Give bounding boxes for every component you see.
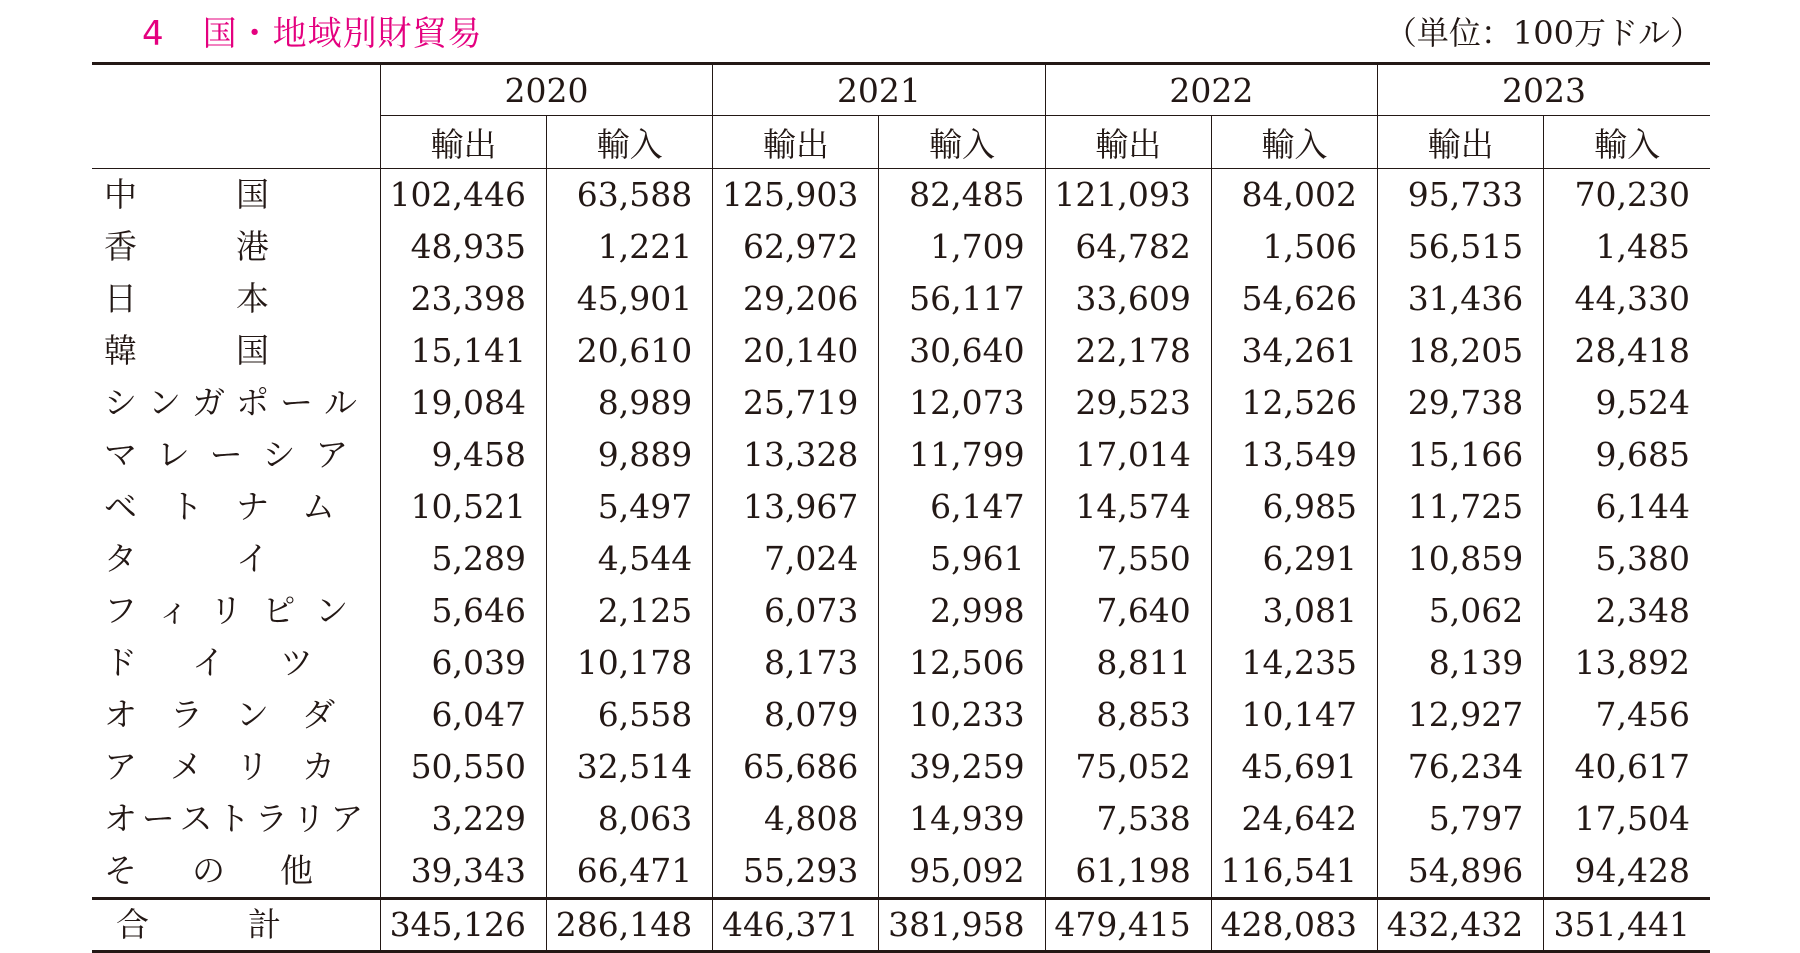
table-cell: 56,515 (1378, 221, 1544, 273)
title-row (92, 0, 1710, 62)
row-label (92, 377, 380, 429)
table-row (92, 845, 1710, 899)
subheader-export: 輸出 (1045, 116, 1211, 169)
table-cell: 11,725 (1378, 481, 1544, 533)
table-cell: 10,521 (380, 481, 546, 533)
table-cell: 9,458 (380, 429, 546, 481)
row-label-text: 中 国 (104, 175, 269, 214)
table-row (92, 273, 1710, 325)
table-cell: 64,782 (1045, 221, 1211, 273)
table-cell: 39,343 (380, 845, 546, 899)
year-header: 2020 (380, 64, 712, 116)
table-cell: 6,144 (1544, 481, 1710, 533)
table-cell: 6,558 (547, 689, 713, 741)
table-cell: 2,125 (547, 585, 713, 637)
table-cell: 5,797 (1378, 793, 1544, 845)
total-row (92, 899, 1710, 952)
table-cell: 432,432 (1378, 899, 1544, 952)
row-label (92, 169, 380, 222)
table-cell: 428,083 (1211, 899, 1377, 952)
table-cell: 7,538 (1045, 793, 1211, 845)
title-number: 4 (142, 14, 165, 54)
table-cell: 3,081 (1211, 585, 1377, 637)
table-cell: 9,889 (547, 429, 713, 481)
table-cell: 13,967 (713, 481, 879, 533)
table-cell: 15,141 (380, 325, 546, 377)
table-cell: 61,198 (1045, 845, 1211, 899)
row-label (92, 899, 380, 952)
table-cell: 6,039 (380, 637, 546, 689)
table-cell: 31,436 (1378, 273, 1544, 325)
table-cell: 7,456 (1544, 689, 1710, 741)
table-row (92, 585, 1710, 637)
table-body (92, 169, 1710, 899)
table-cell: 345,126 (380, 899, 546, 952)
table-cell: 54,896 (1378, 845, 1544, 899)
table-cell: 45,691 (1211, 741, 1377, 793)
row-label-text: ベ ト ナ ム (104, 487, 335, 526)
table-cell: 121,093 (1045, 169, 1211, 222)
table-cell: 5,497 (547, 481, 713, 533)
table-cell: 56,117 (879, 273, 1045, 325)
table-cell: 10,233 (879, 689, 1045, 741)
table-cell: 1,221 (547, 221, 713, 273)
table-cell: 62,972 (713, 221, 879, 273)
table-cell: 4,808 (713, 793, 879, 845)
table-cell: 23,398 (380, 273, 546, 325)
table-cell: 2,348 (1544, 585, 1710, 637)
table-cell: 10,178 (547, 637, 713, 689)
table-cell: 17,504 (1544, 793, 1710, 845)
trade-table (92, 62, 1710, 953)
table-cell: 7,024 (713, 533, 879, 585)
subheader-import: 輸入 (1544, 116, 1710, 169)
table-cell: 446,371 (713, 899, 879, 952)
table-cell: 15,166 (1378, 429, 1544, 481)
row-label-text: 合 計 (116, 905, 281, 944)
title-text: 国・地域別財貿易 (202, 14, 483, 54)
row-label-text: タ イ (104, 539, 269, 578)
table-cell: 44,330 (1544, 273, 1710, 325)
row-label-text: ド イ ツ (104, 643, 313, 682)
table-cell: 39,259 (879, 741, 1045, 793)
table-cell: 75,052 (1045, 741, 1211, 793)
table-cell: 13,549 (1211, 429, 1377, 481)
row-label (92, 273, 380, 325)
row-label (92, 585, 380, 637)
table-cell: 7,550 (1045, 533, 1211, 585)
table-cell: 102,446 (380, 169, 546, 222)
subheader-export: 輸出 (1378, 116, 1544, 169)
page-title (142, 6, 483, 55)
row-label (92, 637, 380, 689)
table-cell: 7,640 (1045, 585, 1211, 637)
table-cell: 29,206 (713, 273, 879, 325)
table-cell: 95,092 (879, 845, 1045, 899)
table-cell: 25,719 (713, 377, 879, 429)
table-cell: 351,441 (1544, 899, 1710, 952)
table-cell: 65,686 (713, 741, 879, 793)
row-label-text: そ の 他 (104, 851, 313, 890)
table-cell: 14,235 (1211, 637, 1377, 689)
row-label (92, 481, 380, 533)
table-row (92, 637, 1710, 689)
table-cell: 14,574 (1045, 481, 1211, 533)
row-label-text: ア メ リ カ (104, 747, 335, 786)
year-header-row (92, 64, 1710, 116)
table-cell: 22,178 (1045, 325, 1211, 377)
table-cell: 20,610 (547, 325, 713, 377)
table-cell: 82,485 (879, 169, 1045, 222)
table-cell: 2,998 (879, 585, 1045, 637)
table-cell: 1,506 (1211, 221, 1377, 273)
table-cell: 29,523 (1045, 377, 1211, 429)
table-cell: 5,289 (380, 533, 546, 585)
table-cell: 6,147 (879, 481, 1045, 533)
table-cell: 34,261 (1211, 325, 1377, 377)
table-cell: 13,328 (713, 429, 879, 481)
table-cell: 14,939 (879, 793, 1045, 845)
table-cell: 8,173 (713, 637, 879, 689)
table-cell: 10,859 (1378, 533, 1544, 585)
table-cell: 9,524 (1544, 377, 1710, 429)
table-cell: 381,958 (879, 899, 1045, 952)
subheader-import: 輸入 (1211, 116, 1377, 169)
subheader-row (92, 116, 1710, 169)
year-header: 2023 (1378, 64, 1710, 116)
corner-cell (92, 64, 380, 116)
table-cell: 12,927 (1378, 689, 1544, 741)
subheader-import: 輸入 (879, 116, 1045, 169)
table-row (92, 169, 1710, 222)
table-cell: 18,205 (1378, 325, 1544, 377)
table-cell: 84,002 (1211, 169, 1377, 222)
row-label (92, 845, 380, 899)
table-cell: 30,640 (879, 325, 1045, 377)
subheader-import: 輸入 (547, 116, 713, 169)
row-label-text: 日 本 (104, 279, 269, 318)
table-cell: 28,418 (1544, 325, 1710, 377)
table-cell: 63,588 (547, 169, 713, 222)
table-cell: 55,293 (713, 845, 879, 899)
table-row (92, 689, 1710, 741)
table-cell: 6,291 (1211, 533, 1377, 585)
year-header: 2021 (713, 64, 1045, 116)
table-cell: 6,047 (380, 689, 546, 741)
row-label-text: シ ン ガ ポ ー ル (104, 383, 357, 422)
table-row (92, 325, 1710, 377)
row-label-text: マ レ ー シ ア (104, 435, 349, 474)
table-cell: 3,229 (380, 793, 546, 845)
table-cell: 5,380 (1544, 533, 1710, 585)
table-cell: 66,471 (547, 845, 713, 899)
table-cell: 1,485 (1544, 221, 1710, 273)
row-label-text: オ ラ ン ダ (104, 695, 335, 734)
table-cell: 24,642 (1211, 793, 1377, 845)
table-cell: 5,961 (879, 533, 1045, 585)
table-cell: 33,609 (1045, 273, 1211, 325)
table-cell: 8,811 (1045, 637, 1211, 689)
table-cell: 50,550 (380, 741, 546, 793)
table-cell: 11,799 (879, 429, 1045, 481)
subheader-export: 輸出 (380, 116, 546, 169)
table-cell: 40,617 (1544, 741, 1710, 793)
table-row (92, 533, 1710, 585)
row-label (92, 689, 380, 741)
row-label-text: オ ー ス ト ラ リ ア (104, 799, 364, 838)
table-cell: 48,935 (380, 221, 546, 273)
table-cell: 94,428 (1544, 845, 1710, 899)
row-label (92, 533, 380, 585)
table-cell: 32,514 (547, 741, 713, 793)
row-label-text: 韓 国 (104, 331, 269, 370)
table-cell: 20,140 (713, 325, 879, 377)
table-cell: 19,084 (380, 377, 546, 429)
table-cell: 10,147 (1211, 689, 1377, 741)
corner-cell (92, 116, 380, 169)
table-cell: 8,079 (713, 689, 879, 741)
table-cell: 54,626 (1211, 273, 1377, 325)
row-label (92, 325, 380, 377)
table-cell: 8,063 (547, 793, 713, 845)
table-cell: 5,646 (380, 585, 546, 637)
table-cell: 286,148 (547, 899, 713, 952)
table-cell: 8,139 (1378, 637, 1544, 689)
table-cell: 12,506 (879, 637, 1045, 689)
table-row (92, 741, 1710, 793)
table-cell: 95,733 (1378, 169, 1544, 222)
table-cell: 116,541 (1211, 845, 1377, 899)
row-label-text: フ ィ リ ピ ン (104, 591, 349, 630)
table-cell: 70,230 (1544, 169, 1710, 222)
row-label (92, 793, 380, 845)
subheader-export: 輸出 (713, 116, 879, 169)
table-cell: 6,985 (1211, 481, 1377, 533)
table-cell: 13,892 (1544, 637, 1710, 689)
table-cell: 76,234 (1378, 741, 1544, 793)
table-cell: 5,062 (1378, 585, 1544, 637)
row-label (92, 221, 380, 273)
table-cell: 45,901 (547, 273, 713, 325)
table-cell: 125,903 (713, 169, 879, 222)
table-cell: 4,544 (547, 533, 713, 585)
table-cell: 12,526 (1211, 377, 1377, 429)
table-cell: 9,685 (1544, 429, 1710, 481)
table-cell: 1,709 (879, 221, 1045, 273)
table-cell: 6,073 (713, 585, 879, 637)
row-label-text: 香 港 (104, 227, 269, 266)
table-row (92, 377, 1710, 429)
table-cell: 12,073 (879, 377, 1045, 429)
unit-label: （単位：100万ドル） (1384, 14, 1702, 52)
table-cell: 17,014 (1045, 429, 1211, 481)
table-row (92, 793, 1710, 845)
table-cell: 8,853 (1045, 689, 1211, 741)
row-label (92, 741, 380, 793)
year-header: 2022 (1045, 64, 1377, 116)
table-row (92, 429, 1710, 481)
table-cell: 479,415 (1045, 899, 1211, 952)
table-row (92, 221, 1710, 273)
table-cell: 29,738 (1378, 377, 1544, 429)
row-label (92, 429, 380, 481)
table-row (92, 481, 1710, 533)
table-cell: 8,989 (547, 377, 713, 429)
